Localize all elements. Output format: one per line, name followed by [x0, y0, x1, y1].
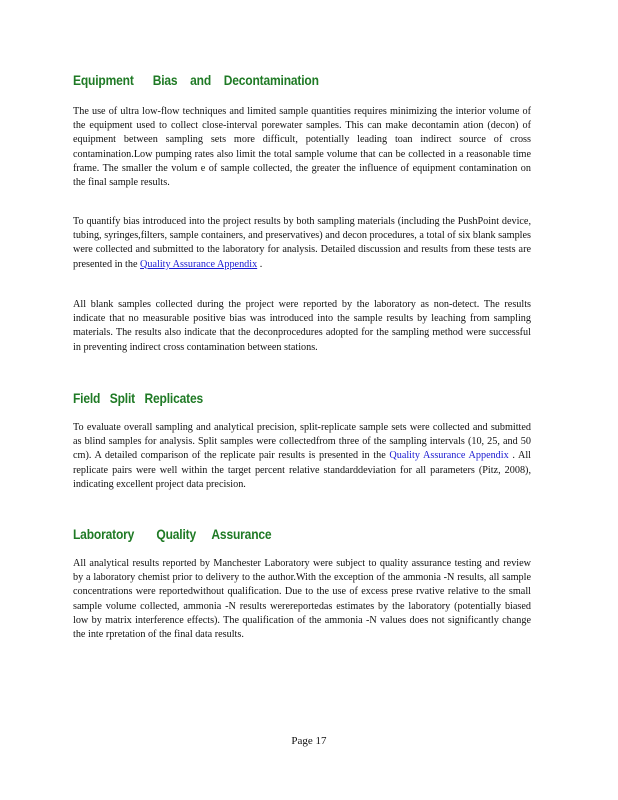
quality-assurance-appendix-link[interactable]: Quality Assurance Appendix: [389, 450, 509, 462]
heading-equipment-bias: Equipment Bias and Decontamination: [73, 72, 319, 88]
paragraph-blank-samples: All blank samples collected during the project were reported by the laboratory as non-detect. The results indicate that no measurable positive bias was introduced into the sample results by leaching from sampling materials. The results also indicate that the deconprocedures adopted for the sampling method were successful in preventing indirect cross contamination between stations.: [73, 299, 531, 353]
heading-laboratory-qa: Laboratory Quality Assurance: [73, 526, 272, 542]
paragraph-quantify-bias: [73, 215, 531, 272]
page-number: Page 17: [291, 735, 327, 747]
paragraph-equipment-intro: The use of ultra low-flow techniques and limited sample quantities requires minimizing the interior volume of the equipment used to collect close-interval porewater samples. This can make decontamin ation (decon) of equipment between sampling sets more difficult, potentially leading toan indirect source of cross contamination.Low pumping rates also limit the total sample volume that can be collected in a reasonable time frame. The smaller the volum e of sample collected, the greater the influence of equipment contamination on the final sample results.: [73, 106, 531, 189]
paragraph-laboratory-qa: All analytical results reported by Manchester Laboratory were subject to quality assurance testing and review by a laboratory chemist prior to delivery to the author.With the exception of the ammonia -N results, all sample concentrations were reportedwithout qualification. Due to the use of excess prese rvative relative to the small sample volume collected, ammonia -N results werereportedas estimates by the laboratory (potentially biased low by matrix interference effects). The qualification of the ammonia -N values does not significantly change the inte rpretation of the final data results.: [73, 558, 531, 641]
heading-field-split-replicates: Field Split Replicates: [73, 390, 204, 406]
paragraph-text: . All replicate pairs were well within the target percent relative standarddeviation for all parameters (Pitz, 2008), indicating excellent project data precision.: [73, 450, 531, 490]
quality-assurance-appendix-link[interactable]: Quality Assurance Appendix: [140, 258, 258, 270]
paragraph-text: .: [257, 258, 263, 270]
paragraph-text: To quantify bias introduced into the project results by both sampling materials (including the PushPoint device, tubing, syringes,filters, sample containers, and preservatives) and decon procedures, a total of six blank samples were collected and submitted to the laboratory for analysis. Detailed discussion and results from these tests are presented in the: [73, 216, 531, 270]
paragraph-split-replicates: [73, 421, 531, 492]
paragraph-text: To evaluate overall sampling and analytical precision, split-replicate sample sets were collected and submitted as blind samples for analysis. Split samples were collectedfrom three of the sampling intervals (10, 25, and 50 cm). A detailed comparison of the replicate pair results is presented in the: [73, 422, 531, 462]
